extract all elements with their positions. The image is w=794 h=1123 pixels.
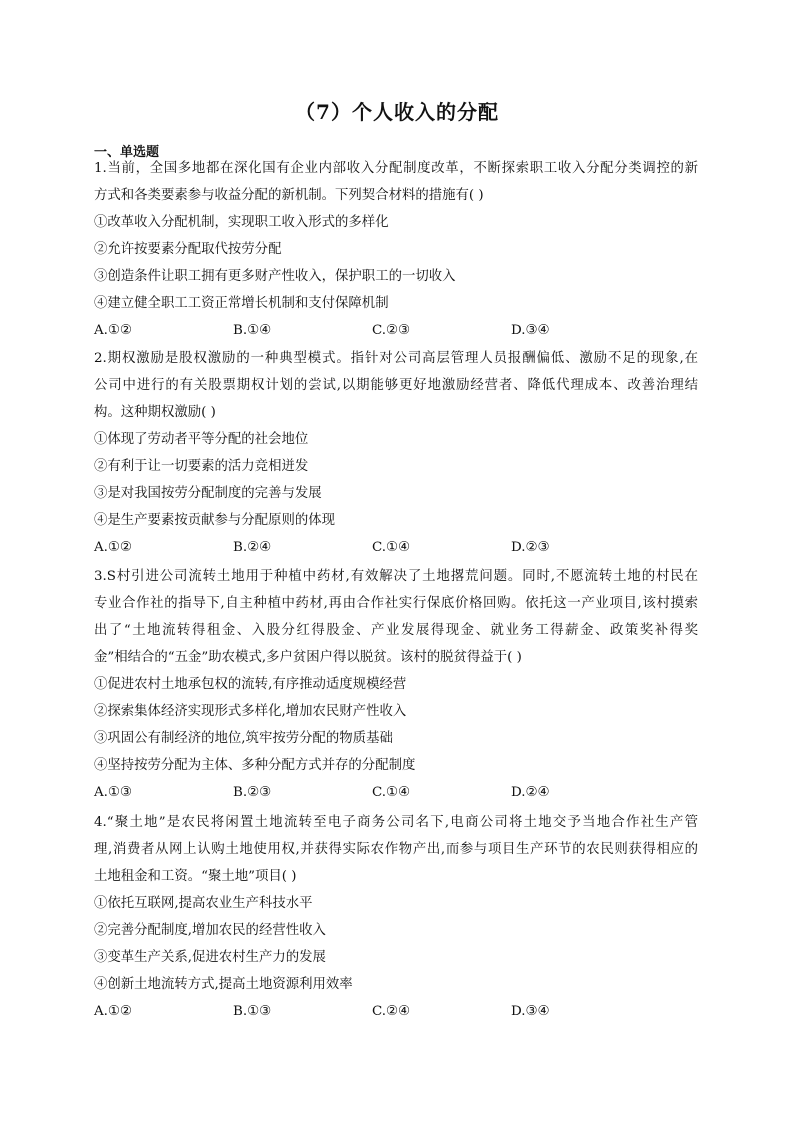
option-d[interactable]: D.②④: [511, 785, 550, 800]
question-4: [94, 809, 698, 1025]
option-b[interactable]: B.①③: [233, 1004, 272, 1019]
question-1: [94, 155, 698, 344]
statement: ①促进农村土地承包权的流转,有序推动适度规模经营: [94, 677, 407, 692]
option-b[interactable]: B.②③: [233, 785, 272, 800]
page-title: （7）个人收入的分配: [295, 100, 499, 124]
statement: ③是对我国按劳分配制度的完善与发展: [94, 486, 322, 501]
question-stem-line: 构。这种期权激励( ): [94, 405, 216, 420]
answer-options: [94, 317, 698, 344]
answer-options: [94, 534, 698, 561]
statement: ④坚持按劳分配为主体、多种分配方式并存的分配制度: [94, 758, 416, 773]
question-stem-line: 方式和各类要素参与收益分配的新机制。下列契合材料的措施有( ): [94, 188, 484, 203]
option-d[interactable]: D.③④: [511, 323, 550, 338]
question-2: [94, 345, 698, 561]
option-b[interactable]: B.②④: [233, 540, 272, 555]
question-stem-line: 理,消费者从网上认购土地使用权,并获得实际农作物产出,而参与项目生产环节的农民则获得相应的: [94, 842, 698, 857]
statement: ④是生产要素按贡献参与分配原则的体现: [94, 513, 336, 528]
option-a[interactable]: A.①②: [94, 1004, 132, 1019]
statement: ①改革收入分配机制，实现职工收入形式的多样化: [94, 215, 389, 230]
option-c[interactable]: C.②③: [372, 323, 411, 338]
question-stem-line: 3.S村引进公司流转土地用于种植中药材,有效解决了土地撂荒问题。同时,不愿流转土地的村民在: [94, 569, 698, 584]
statement: ②允许按要素分配取代按劳分配: [94, 242, 282, 257]
option-a[interactable]: A.①③: [94, 785, 132, 800]
option-b[interactable]: B.①④: [233, 323, 272, 338]
question-stem-line: 专业合作社的指导下,自主种植中药材,再由合作社实行保底价格回购。依托这一产业项目,该村摸索: [94, 596, 698, 611]
question-stem-line: 土地租金和工资。“聚土地”项目( ): [94, 869, 297, 884]
question-stem-line: 4.“聚土地”是农民将闲置土地流转至电子商务公司名下,电商公司将土地交予当地合作社生产管: [94, 815, 698, 830]
statement: ③巩固公有制经济的地位,筑牢按劳分配的物质基础: [94, 731, 393, 746]
statement: ②探索集体经济实现形式多样化,增加农民财产性收入: [94, 704, 407, 719]
option-c[interactable]: C.②④: [372, 1004, 411, 1019]
answer-options: [94, 779, 698, 806]
question-stem-line: 公司中进行的有关股票期权计划的尝试,以期能够更好地激励经营者、降低代理成本、改善治理结: [94, 378, 698, 393]
question-stem-line: 金”相结合的“五金”助农模式,多户贫困户得以脱贫。该村的脱贫得益于( ): [94, 650, 522, 665]
question-3: [94, 563, 698, 806]
statement: ①依托互联网,提高农业生产科技水平: [94, 896, 313, 911]
option-c[interactable]: C.①④: [372, 540, 411, 555]
option-d[interactable]: D.③④: [511, 1004, 550, 1019]
section-heading: 一、单选题: [94, 145, 160, 160]
statement: ④创新土地流转方式,提高土地资源利用效率: [94, 977, 353, 992]
question-stem-line: 出了“土地流转得租金、入股分红得股金、产业发展得现金、就业务工得薪金、政策奖补得奖: [94, 623, 698, 638]
statement: ②有利于让一切要素的活力竞相迸发: [94, 459, 309, 474]
option-a[interactable]: A.①②: [94, 540, 132, 555]
statement: ③创造条件让职工拥有更多财产性收入，保护职工的一切收入: [94, 269, 456, 284]
statement: ②完善分配制度,增加农民的经营性收入: [94, 923, 326, 938]
question-stem-line: 1.当前，全国多地都在深化国有企业内部收入分配制度改革，不断探索职工收入分配分类调控的新: [94, 161, 698, 176]
statement: ④建立健全职工工资正常增长机制和支付保障机制: [94, 296, 389, 311]
statement: ①体现了劳动者平等分配的社会地位: [94, 432, 309, 447]
option-d[interactable]: D.②③: [511, 540, 550, 555]
option-a[interactable]: A.①②: [94, 323, 132, 338]
answer-options: [94, 998, 698, 1025]
question-stem-line: 2.期权激励是股权激励的一种典型模式。指针对公司高层管理人员报酬偏低、激励不足的现象,在: [94, 351, 698, 366]
option-c[interactable]: C.①④: [372, 785, 411, 800]
statement: ③变革生产关系,促进农村生产力的发展: [94, 950, 326, 965]
